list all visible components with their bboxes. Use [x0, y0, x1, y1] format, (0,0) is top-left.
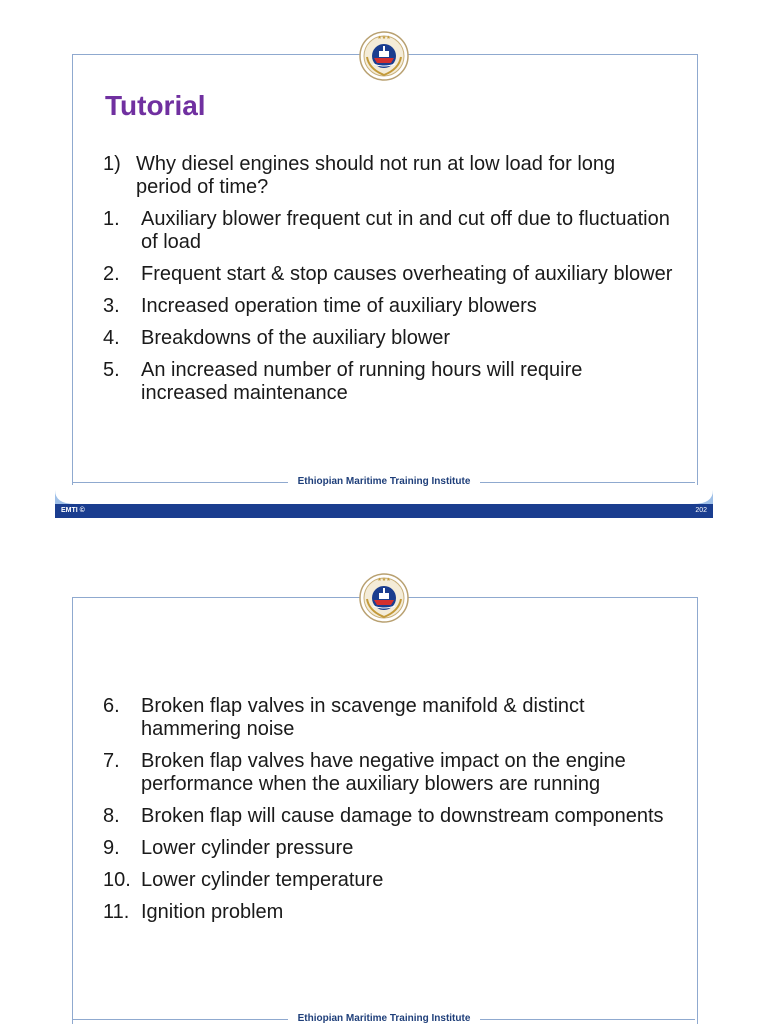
list-item-text: Broken flap will cause damage to downstream components — [141, 805, 664, 827]
list-item-number: 6. — [103, 695, 120, 717]
list-item-number: 7. — [103, 750, 120, 772]
list-item-text: Lower cylinder pressure — [141, 837, 354, 859]
list-item-text: Broken flap valves in scavenge manifold & distinct hammering noise — [141, 695, 585, 740]
footer-institute-name: Ethiopian Maritime Training Institute — [288, 476, 481, 487]
list-item-text: Lower cylinder temperature — [141, 869, 384, 891]
list-item-number: 3. — [103, 295, 120, 317]
list-item-number: 2. — [103, 263, 120, 285]
list-item — [103, 837, 673, 860]
list-item-text: Broken flap valves have negative impact on the engine performance when the auxiliary blowers are running — [141, 750, 626, 795]
list-item — [103, 901, 673, 924]
footer-page-number: 202 — [695, 507, 707, 514]
emti-emblem-icon — [359, 573, 409, 623]
list-item — [103, 869, 673, 892]
list-item-text: Auxiliary blower frequent cut in and cut off due to fluctuation of load — [141, 208, 670, 253]
footer-band — [55, 504, 713, 518]
list-item — [103, 295, 673, 318]
list-item-number: 11. — [103, 901, 130, 923]
list-item-number: 1. — [103, 208, 120, 230]
list-item-number: 9. — [103, 837, 120, 859]
list-item-number: 5. — [103, 359, 120, 381]
answer-list — [103, 153, 673, 414]
list-item — [103, 750, 673, 796]
list-item — [103, 263, 673, 286]
list-item — [103, 359, 673, 405]
list-item-number: 10. — [103, 869, 131, 891]
list-item — [103, 805, 673, 828]
slide-title: Tutorial — [105, 90, 206, 121]
list-item — [103, 208, 673, 254]
question-number: 1) — [103, 153, 121, 175]
list-item-text: An increased number of running hours will require increased maintenance — [141, 359, 583, 404]
slide-2 — [0, 545, 768, 1024]
list-item-text: Increased operation time of auxiliary blowers — [141, 295, 537, 317]
answer-list — [103, 695, 673, 933]
list-item-text: Ignition problem — [141, 901, 284, 923]
list-item-number: 4. — [103, 327, 120, 349]
question-text: Why diesel engines should not run at low load for long period of time? — [136, 153, 616, 198]
emti-emblem-icon — [359, 31, 409, 81]
svg-text:★★★: ★★★ — [377, 35, 391, 41]
slide-footer — [55, 1007, 713, 1024]
list-item-number: 8. — [103, 805, 120, 827]
list-item — [103, 695, 673, 741]
list-item-text: Breakdowns of the auxiliary blower — [141, 327, 451, 349]
list-item-text: Frequent start & stop causes overheating of auxiliary blower — [141, 263, 673, 285]
slide-footer — [55, 470, 713, 520]
question-item — [103, 153, 673, 199]
list-item — [103, 327, 673, 350]
svg-text:★★★: ★★★ — [377, 577, 391, 583]
footer-institute-name: Ethiopian Maritime Training Institute — [288, 1013, 481, 1024]
footer-copyright: EMTI © — [61, 507, 85, 514]
